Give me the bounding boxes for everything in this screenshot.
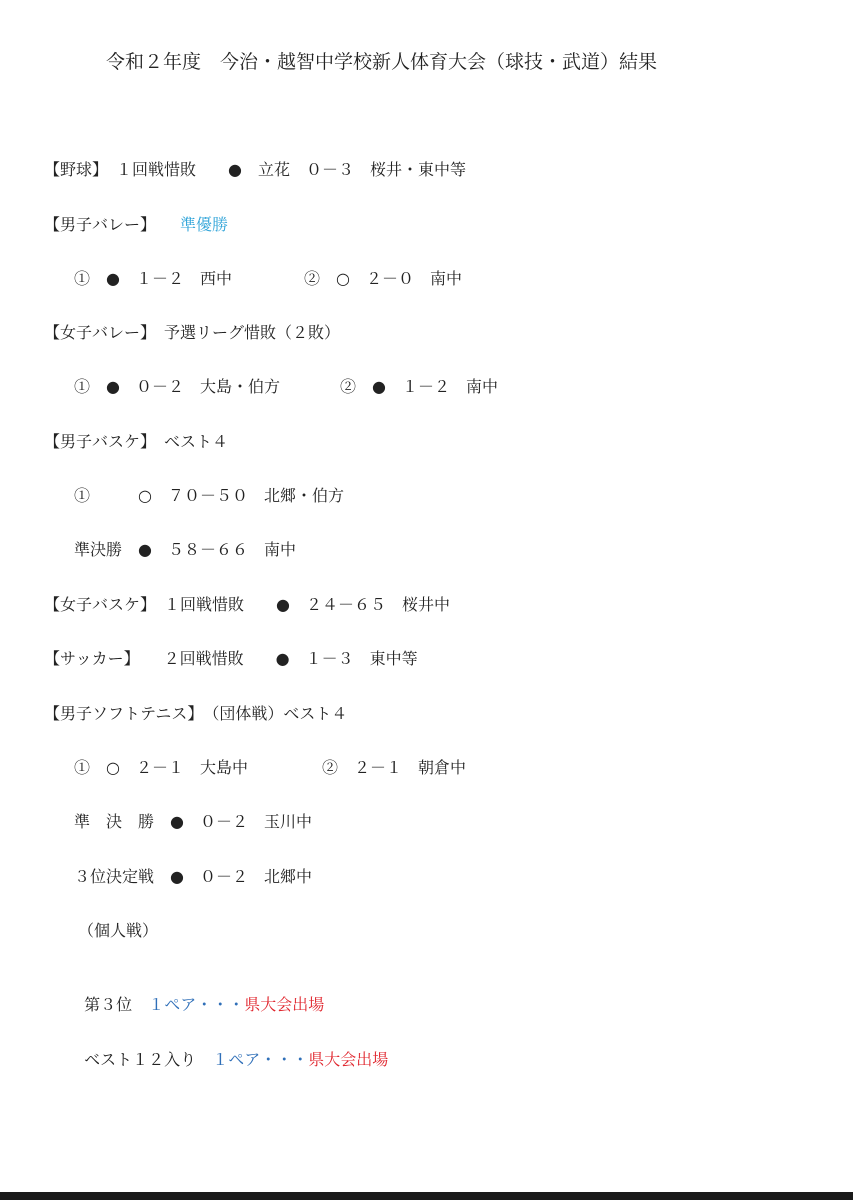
soft-tennis-third-place-row: [74, 975, 324, 1015]
boys-basketball-round1: ① ○ ７０－５０ 北郷・伯方: [74, 486, 344, 505]
boys-basketball-semifinal: 準決勝 ● ５８－６６ 南中: [74, 540, 296, 559]
bottom-border: [0, 1192, 853, 1200]
third-place-prefectural: 県大会出場: [244, 995, 325, 1014]
girls-basketball-line: 【女子バスケ】 １回戦惜敗 ● ２４－６５ 桜井中: [44, 595, 450, 614]
best12-label: ベスト１２入り: [84, 1050, 197, 1069]
soft-tennis-semifinal: 準 決 勝 ● ０－２ 玉川中: [74, 812, 312, 831]
soft-tennis-round2: ② ２－１ 朝倉中: [322, 758, 467, 777]
soccer-line: 【サッカー】 ２回戦惜敗 ● １－３ 東中等: [44, 649, 418, 668]
boys-soft-tennis-heading: 【男子ソフトテニス】 （団体戦）ベスト４: [44, 704, 348, 723]
soft-tennis-round1: ① ○ ２－１ 大島中: [74, 758, 248, 777]
soft-tennis-individual-heading: （個人戦）: [78, 921, 159, 940]
soft-tennis-third-place-match: ３位決定戦 ● ０－２ 北郷中: [74, 867, 312, 886]
soft-tennis-best12-row: [74, 1030, 388, 1070]
girls-volleyball-round1: ① ● ０－２ 大島・伯方: [74, 377, 280, 396]
third-place-pair: １ペア・・・: [148, 995, 245, 1014]
best12-pair: １ペア・・・: [212, 1050, 309, 1069]
best12-prefectural: 県大会出場: [308, 1050, 389, 1069]
girls-volleyball-heading: 【女子バレー】 予選リーグ惜敗（２敗）: [44, 323, 341, 342]
boys-volleyball-round1: ① ● １－２ 西中: [74, 269, 232, 288]
girls-volleyball-round2: ② ● １－２ 南中: [340, 377, 498, 396]
document-title: 令和２年度 今治・越智中学校新人体育大会（球技・武道）結果: [106, 51, 658, 73]
baseball-line: 【野球】 １回戦惜敗 ● 立花 ０－３ 桜井・東中等: [44, 160, 466, 179]
boys-volleyball-result: 準優勝: [180, 215, 229, 234]
boys-volleyball-round2: ② ○ ２－０ 南中: [304, 269, 462, 288]
boys-volleyball-heading: 【男子バレー】: [44, 215, 157, 234]
third-place-label: 第３位: [84, 995, 133, 1014]
boys-basketball-heading: 【男子バスケ】 ベスト４: [44, 432, 229, 451]
